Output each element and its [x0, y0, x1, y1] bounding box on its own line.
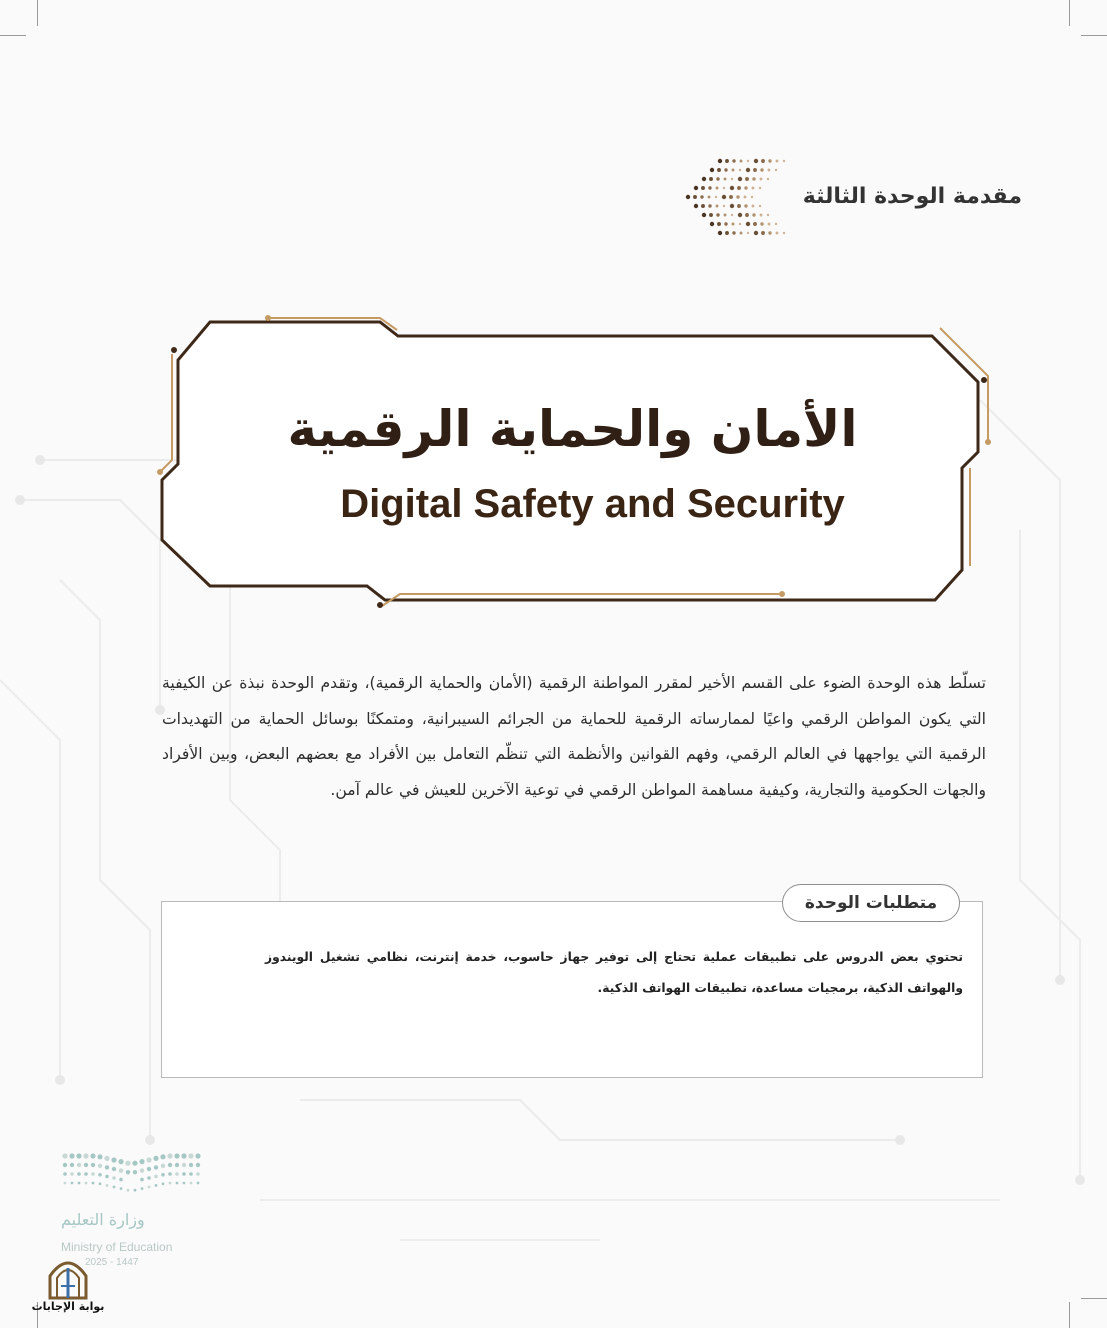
- ministry-name-arabic: وزارة التعليم: [61, 1210, 145, 1229]
- unit-title-english: Digital Safety and Security: [340, 482, 845, 526]
- intro-paragraph: تسلّط هذه الوحدة الضوء على القسم الأخير لمقرر المواطنة الرقمية (الأمان والحماية الرقمية)، وتقدم الوحدة نبذة عن الكيفية التي يكون المواطن الرقمي واعيًا لممارساته الرقمية للحماية من الجرائم السيبرانية، ومتمكنًا بوسائل الحماية من التهديدات الرقمية التي يواجهها في العالم الرقمي، وفهم القوانين والأنظمة التي تنظّم التعامل بين الأفراد مع بعضهم البعض، وبين الأفراد والجهات الحكومية والتجارية، وكيفية مساهمة المواطن الرقمي في توعية الآخرين للعيش في عالم آمن.: [162, 674, 986, 799]
- crop-mark: [37, 0, 38, 26]
- crop-mark: [1081, 35, 1107, 36]
- ministry-name-english: Ministry of Education: [61, 1240, 173, 1254]
- ministry-dots-icon: [61, 1152, 201, 1198]
- ornamental-frame: [150, 310, 995, 615]
- unit-title-arabic: الأمان والحماية الرقمية: [287, 400, 858, 458]
- requirements-text: تحتوي بعض الدروس على تطبيقات عملية تحتاج إلى توفير جهاز حاسوب، خدمة إنترنت، نظامي تشغيل الويندوز والهواتف الذكية، برمجيات مساعدة، تطبيقات الهواتف الذكية.: [265, 950, 963, 995]
- crop-mark: [0, 35, 26, 36]
- mosque-dome-emblem-icon: [44, 1256, 92, 1300]
- requirements-title: متطلبات الوحدة: [782, 884, 960, 922]
- crop-mark: [1069, 0, 1070, 26]
- watermark: [28, 1256, 108, 1322]
- unit-header: [680, 150, 1040, 245]
- unit-header-label: مقدمة الوحدة الثالثة: [802, 184, 1022, 209]
- dotted-chevron-arrows-icon: [680, 150, 790, 245]
- watermark-text: بوابة الإجابات: [31, 1300, 105, 1313]
- crop-mark: [1069, 1302, 1070, 1328]
- ministry-year: 2025 - 1447: [85, 1257, 139, 1268]
- unit-title-frame: [150, 310, 995, 615]
- crop-mark: [1081, 1298, 1107, 1299]
